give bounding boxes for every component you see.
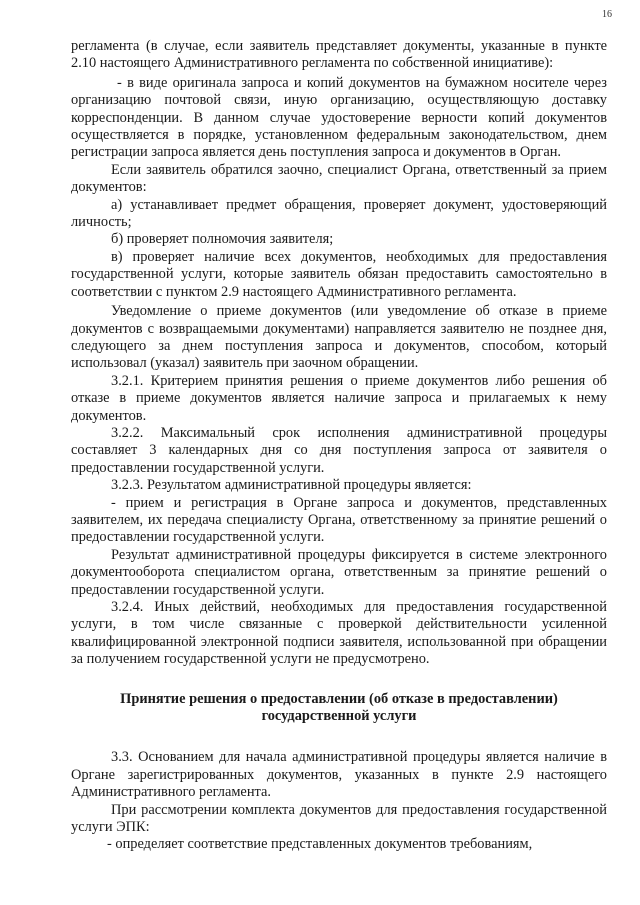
paragraph: а) устанавливает предмет обращения, проверяет документ, удостоверяющий личность; [71, 196, 607, 231]
paragraph: - прием и регистрация в Органе запроса и документов, представленных заявителем, их передача специалисту Органа, ответственному за принятие решений о предоставлении государственной услуги. [71, 494, 607, 546]
paragraph: Если заявитель обратился заочно, специалист Органа, ответственный за прием документов: [71, 161, 607, 196]
page-number: 16 [602, 9, 612, 20]
paragraph: 3.2.3. Результатом административной процедуры является: [111, 477, 472, 494]
paragraph: - определяет соответствие представленных документов требованиям, [107, 836, 533, 853]
paragraph: б) проверяет полномочия заявителя; [111, 231, 334, 248]
paragraph: 3.2.1. Критерием принятия решения о приеме документов либо решения об отказе в приеме документов является наличие запроса и прилагаемых к нему документов. [71, 372, 607, 424]
paragraph: в) проверяет наличие всех документов, необходимых для предоставления государственной услуги, которые заявитель обязан предоставить самостоятельно в соответствии с пунктом 2.9 настоящего Административного регламента. [71, 248, 607, 300]
paragraph: - в виде оригинала запроса и копий документов на бумажном носителе через организацию почтовой связи, иную организацию, осуществляющую доставку корреспонденции. В данном случае удостоверение верности копий документов осуществляется в порядке, установленном федеральным законодательством, днем регистрации запроса является день поступления запроса и документов в Орган. [71, 74, 607, 161]
paragraph: Результат административной процедуры фиксируется в системе электронного документооборота специалистом органа, ответственным за принятие решений о предоставлении государственной услуги. [71, 546, 607, 598]
paragraph: При рассмотрении комплекта документов для предоставления государственной услуги ЭПК: [71, 801, 607, 836]
document-body [71, 38, 607, 854]
paragraph: 3.3. Основанием для начала административной процедуры является наличие в Органе зарегистрированных документов, указанных в пункте 2.9 настоящего Административного регламента. [71, 749, 607, 801]
paragraph: 3.2.2. Максимальный срок исполнения административной процедуры составляет 3 календарных дня со дня поступления запроса от заявителя о предоставлении государственной услуги. [71, 424, 607, 476]
paragraph: Уведомление о приеме документов (или уведомление об отказе в приеме документов с возвращаемыми документами) направляется заявителю не позднее дня, следующего за днем поступления запроса и документов, способом, который использовал (указал) заявитель при заочном обращении. [71, 303, 607, 372]
paragraph: регламента (в случае, если заявитель представляет документы, указанные в пункте 2.10 настоящего Административного регламента по собственной инициативе): [71, 38, 607, 72]
paragraph: 3.2.4. Иных действий, необходимых для предоставления государственной услуги, в том числе связанные с проверкой действительности усиленной квалифицированной электронной подписи заявителя, использованной при обращении за получением государственной услуги не предусмотрено. [71, 599, 607, 668]
section-heading: Принятие решения о предоставлении (об отказе в предоставлении) государственной услуги [120, 690, 558, 725]
